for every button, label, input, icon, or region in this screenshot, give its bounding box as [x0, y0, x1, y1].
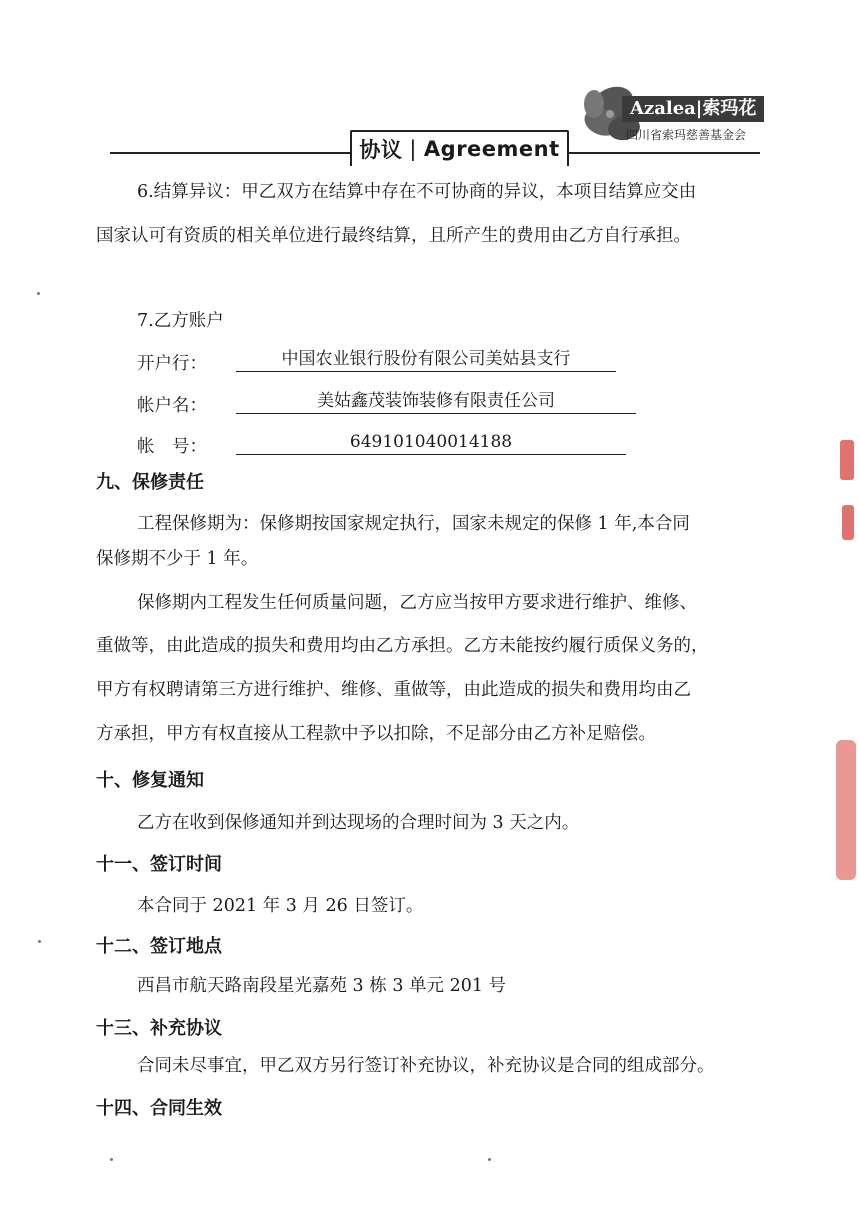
signing-time-text: 本合同于 2021 年 3 月 26 日签订。 — [137, 896, 424, 916]
settlement-line-1: 6.结算异议：甲乙双方在结算中存在不可协商的异议，本项目结算应交由 — [137, 182, 697, 202]
scan-speck — [110, 1158, 113, 1161]
account-number-value: 649101040014188 — [236, 430, 626, 455]
red-seal-fragment — [840, 440, 854, 480]
repair-heading: 十、修复通知 — [96, 770, 204, 791]
account-number-label: 帐 号： — [137, 437, 207, 457]
warranty-heading: 九、保修责任 — [96, 472, 204, 493]
logo-brand-text: Azalea|索玛花 — [622, 96, 764, 122]
bank-label: 开户行： — [137, 354, 207, 374]
scan-speck — [38, 940, 41, 943]
account-name-value: 美姑鑫茂装饰装修有限责任公司 — [236, 389, 636, 414]
settlement-line-2: 国家认可有资质的相关单位进行最终结算，且所产生的费用由乙方自行承担。 — [96, 226, 691, 246]
warranty-p1-line-2: 保修期不少于 1 年。 — [96, 549, 259, 569]
effect-heading: 十四、合同生效 — [96, 1098, 222, 1119]
foundation-logo — [580, 74, 780, 154]
bank-value: 中国农业银行股份有限公司美姑县支行 — [236, 347, 616, 372]
supplement-text: 合同未尽事宜，甲乙双方另行签订补充协议，补充协议是合同的组成部分。 — [137, 1056, 715, 1076]
header-rule-left — [110, 152, 360, 154]
repair-text: 乙方在收到保修通知并到达现场的合理时间为 3 天之内。 — [137, 813, 580, 833]
warranty-p2-line-3: 甲方有权聘请第三方进行维护、维修、重做等，由此造成的损失和费用均由乙 — [96, 680, 691, 700]
header-title-separator: | — [409, 137, 417, 161]
signing-place-heading: 十二、签订地点 — [96, 936, 222, 957]
account-name-label: 帐户名： — [137, 396, 207, 416]
logo-organization-name: 四川省索玛慈善基金会 — [626, 128, 747, 142]
account-heading: 7.乙方账户 — [137, 311, 224, 331]
warranty-p2-line-1: 保修期内工程发生任何质量问题，乙方应当按甲方要求进行维护、维修、 — [137, 593, 697, 613]
signing-time-heading: 十一、签订时间 — [96, 854, 222, 875]
red-seal-fragment — [842, 505, 854, 540]
page-header-title — [350, 130, 569, 166]
header-title-cn: 协议 — [359, 138, 403, 162]
warranty-p2-line-4: 方承担，甲方有权直接从工程款中予以扣除，不足部分由乙方补足赔偿。 — [96, 724, 656, 744]
signing-place-text: 西昌市航天路南段星光嘉苑 3 栋 3 单元 201 号 — [137, 976, 507, 996]
header-title-en: Agreement — [423, 137, 560, 161]
supplement-heading: 十三、补充协议 — [96, 1018, 222, 1039]
scan-speck — [37, 292, 40, 295]
red-seal-fragment — [836, 740, 856, 880]
warranty-p2-line-2: 重做等，由此造成的损失和费用均由乙方承担。乙方未能按约履行质保义务的， — [96, 636, 709, 656]
warranty-p1-line-1: 工程保修期为：保修期按国家规定执行，国家未规定的保修 1 年,本合同 — [137, 514, 690, 534]
scan-speck — [488, 1158, 491, 1161]
